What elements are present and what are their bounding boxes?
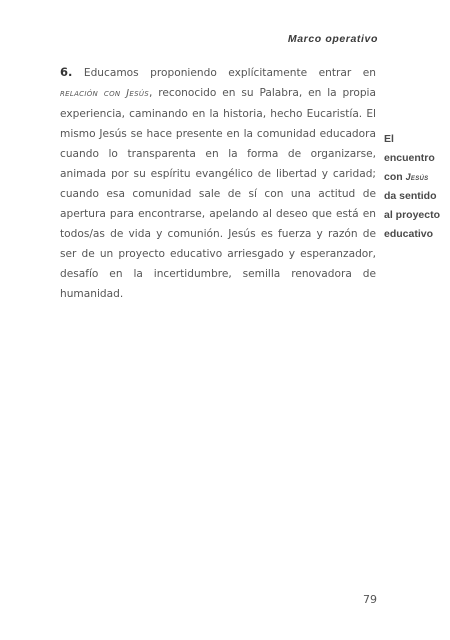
margin-note-line: encuentro: [384, 152, 435, 164]
page-number: 79: [363, 593, 377, 606]
margin-note-prefix: con: [384, 171, 406, 183]
body-paragraph: [60, 62, 376, 304]
paragraph-text-rest: , reconocido en su Palabra, en la propia experiencia, caminando en la historia, hecho Eucaristía. El mismo Jesús se hace presente en la comunidad educadora cuando lo transparenta en la forma de organizarse, animada por su espíritu evangélico de libertad y caridad; cuando esa comunidad sale de sí con una actitud de apertura para encontrarse, apelando al deseo que está en todos/as de vida y comunión. Jesús es fuerza y razón de ser de un proyecto educativo arriesgado y esperanzador, desafío en la incertidumbre, semilla renovadora de humanidad.: [60, 87, 376, 300]
running-header: Marco operativo: [287, 33, 378, 45]
margin-note-line: da sentido: [384, 190, 437, 202]
margin-note-line: El: [384, 133, 394, 145]
margin-note-line: [384, 168, 444, 187]
margin-note-line: educativo: [384, 228, 434, 240]
paragraph-text-start: Educamos proponiendo explícitamente entrar en: [72, 67, 376, 79]
margin-note-smallcaps: Jesús: [405, 172, 429, 182]
margin-note-line: al proyecto: [384, 209, 441, 221]
margin-note: [384, 130, 444, 244]
paragraph-number: 6.: [60, 65, 73, 79]
paragraph-smallcaps-phrase: relación con Jesús: [60, 88, 149, 99]
